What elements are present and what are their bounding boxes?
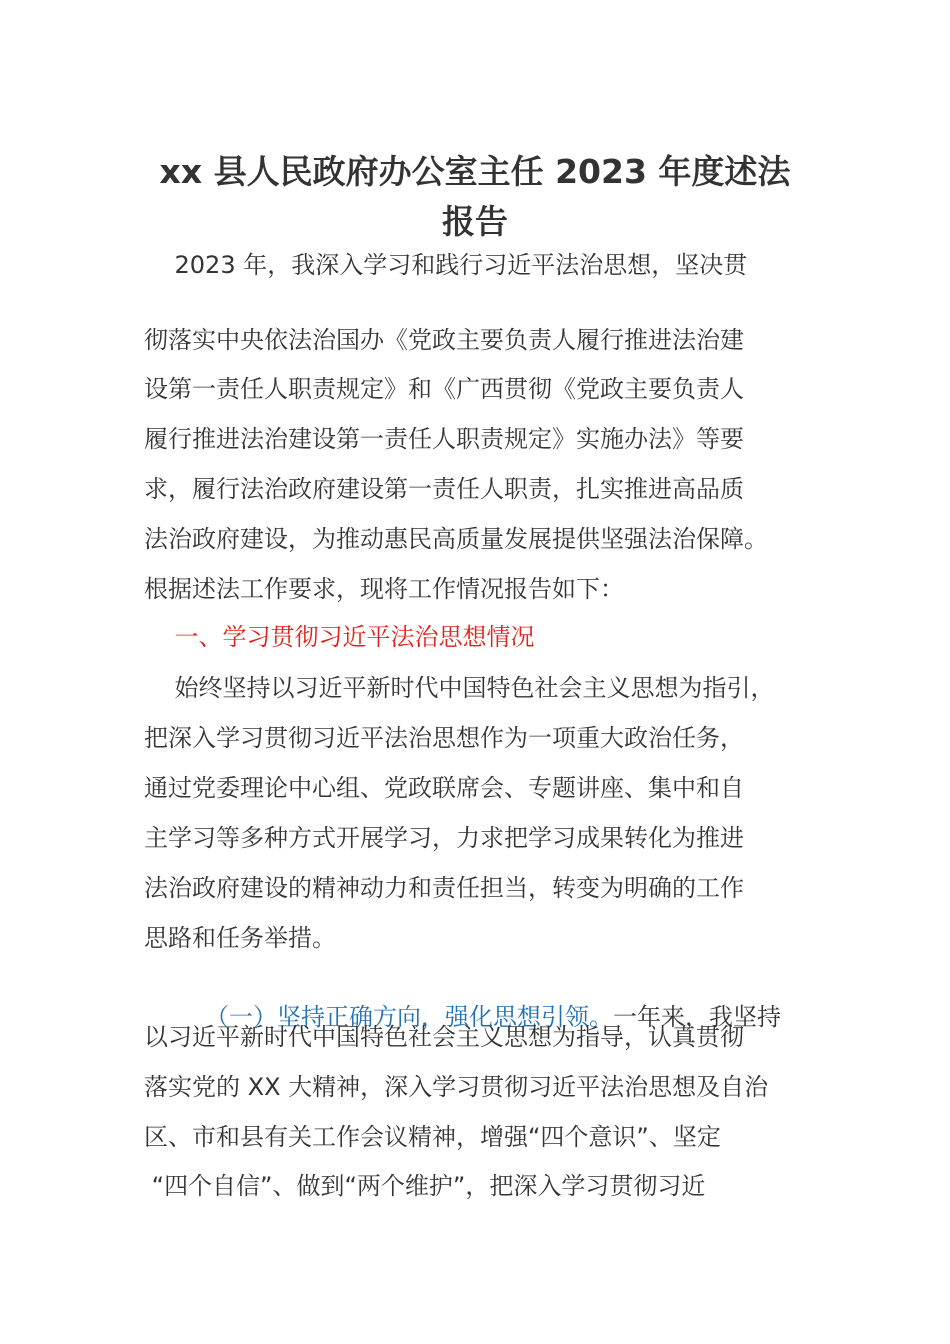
paragraph-line: 2023 年，我深入学习和践行习近平法治思想，坚决贯 xyxy=(144,251,748,279)
paragraph-line: 法治政府建设，为推动惠民高质量发展提供坚强法治保障。 xyxy=(144,525,768,553)
paragraph-line: 主学习等多种方式开展学习，力求把学习成果转化为推进 xyxy=(144,824,744,852)
subsection-text: 一年来，我坚持 xyxy=(613,1003,782,1031)
paragraph-line: 履行推进法治建设第一责任人职责规定》实施办法》等要 xyxy=(144,425,744,453)
paragraph-line: 以习近平新时代中国特色社会主义思想为指导，认真贯彻 xyxy=(144,1023,744,1051)
paragraph-line: 区、市和县有关工作会议精神，增强“四个意识”、坚定 xyxy=(144,1123,721,1151)
paragraph-line: 求，履行法治政府建设第一责任人职责，扎实推进高品质 xyxy=(144,475,744,503)
paragraph-line: 根据述法工作要求，现将工作情况报告如下： xyxy=(144,575,624,603)
document-title-line2: 报告 xyxy=(442,202,508,241)
paragraph-line: “四个自信”、做到“两个维护”，把深入学习贯彻习近 xyxy=(144,1172,706,1200)
paragraph-line: 设第一责任人职责规定》和《广西贯彻《党政主要负责人 xyxy=(144,375,744,403)
paragraph-line: 通过党委理论中心组、党政联席会、专题讲座、集中和自 xyxy=(144,774,744,802)
paragraph-line: 落实党的 XX 大精神，深入学习贯彻习近平法治思想及自治 xyxy=(144,1073,769,1101)
subsection-heading: （一）坚持正确方向，强化思想引领。 xyxy=(174,1003,614,1031)
paragraph-line: 思路和任务举措。 xyxy=(144,924,336,952)
paragraph-line: 把深入学习贯彻习近平法治思想作为一项重大政治任务， xyxy=(144,724,744,752)
paragraph-line: 始终坚持以习近平新时代中国特色社会主义思想为指引， xyxy=(144,674,775,702)
section-heading: 一、学习贯彻习近平法治思想情况 xyxy=(144,623,535,651)
document-title-line1: xx 县人民政府办公室主任 2023 年度述法 xyxy=(159,152,791,191)
paragraph-line: 彻落实中央依法治国办《党政主要负责人履行推进法治建 xyxy=(144,326,744,354)
paragraph-line: 法治政府建设的精神动力和责任担当，转变为明确的工作 xyxy=(144,874,744,902)
